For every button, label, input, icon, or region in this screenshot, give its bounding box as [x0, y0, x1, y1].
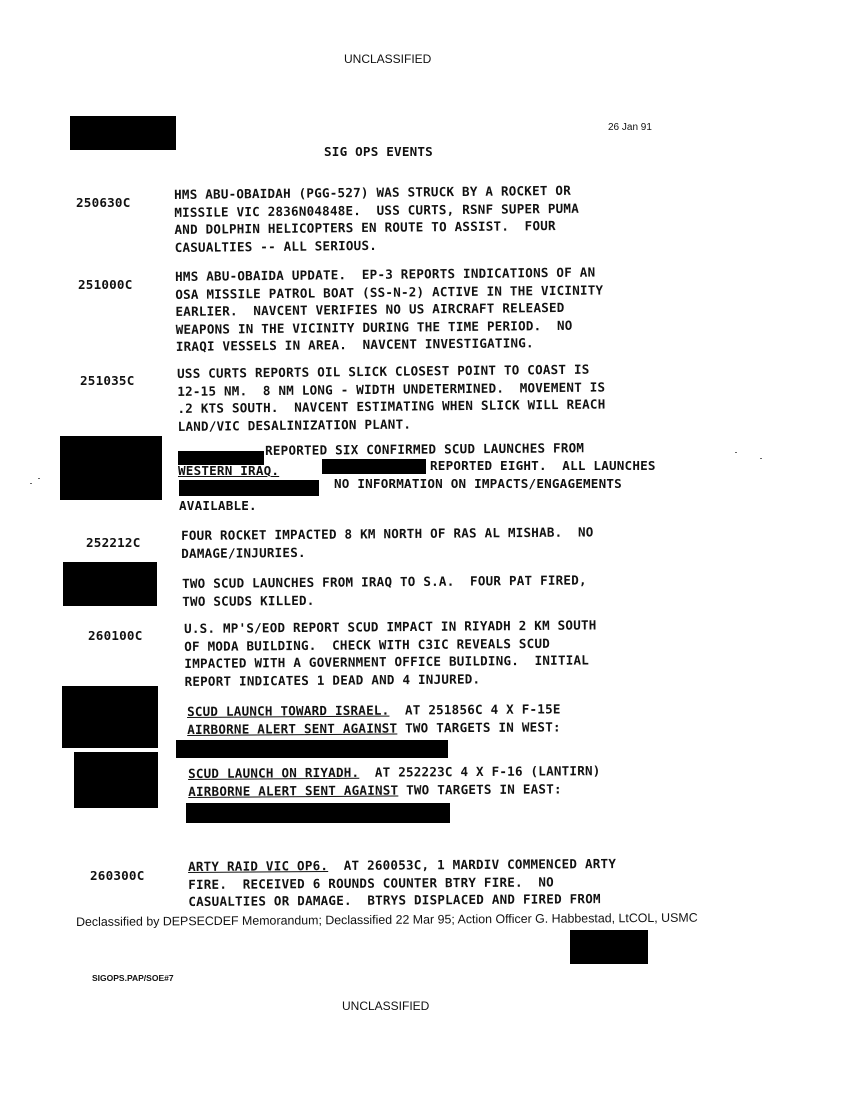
entry-alert-rest: TWO TARGETS IN EAST:: [398, 780, 562, 798]
entry-dtg: 251000C: [78, 277, 133, 292]
entry-text: [188, 855, 616, 911]
entry-alert: AIRBORNE ALERT SENT AGAINST: [188, 782, 399, 799]
scan-speck: [30, 483, 32, 484]
text-line: .2 KTS SOUTH. NAVCENT ESTIMATING WHEN SLICK WILL REACH: [177, 396, 606, 417]
document-title: SIG OPS EVENTS: [324, 144, 433, 159]
entry-dtg: 260300C: [90, 868, 145, 883]
redacted-text-line: REPORTED EIGHT. ALL LAUNCHES: [430, 458, 656, 473]
text-line: [187, 718, 561, 738]
entry-text: [187, 700, 561, 738]
scan-speck: [38, 478, 40, 479]
entry-heading: SCUD LAUNCH ON RIYADH.: [188, 764, 360, 781]
redacted-text-line: WESTERN IRAQ.: [178, 463, 280, 478]
redaction-box: [70, 116, 176, 150]
text-line: WEAPONS IN THE VICINITY DURING THE TIME PERIOD. NO: [175, 317, 573, 337]
text-line: [188, 780, 601, 800]
entry-dtg: 260100C: [88, 628, 143, 643]
entry-heading-rest: AT 260053C, 1 MARDIV COMMENCED ARTY: [328, 856, 617, 874]
text-line: CASUALTIES OR DAMAGE. BTRYS DISPLACED AND FIRED FROM: [188, 891, 601, 910]
text-line: DAMAGE/INJURIES.: [181, 544, 306, 561]
text-line: HMS ABU-OBAIDA UPDATE. EP-3 REPORTS INDICATIONS OF AN: [175, 264, 596, 284]
text-line: OSA MISSILE PATROL BOAT (SS-N-2) ACTIVE IN THE VICINITY: [175, 282, 604, 302]
text-line: [188, 762, 601, 782]
redaction-box: [63, 562, 157, 606]
declassification-note: Declassified by DEPSECDEF Memorandum; Declassified 22 Mar 95; Action Officer G. Habbestad, LtCOL, USMC: [76, 910, 698, 929]
bottom-classification: UNCLASSIFIED: [342, 999, 430, 1013]
text-line: TWO SCUD LAUNCHES FROM IRAQ TO S.A. FOUR PAT FIRED,: [182, 572, 587, 591]
entry-heading-rest: AT 251856C 4 X F-15E: [389, 701, 561, 718]
file-reference: SIGOPS.PAP/SOE#7: [92, 973, 174, 983]
entry-heading: ARTY RAID VIC OP6.: [188, 858, 329, 874]
redaction-box: [60, 436, 162, 500]
entry-heading-rest: AT 252223C 4 X F-16 (LANTIRN): [359, 763, 601, 780]
text-line: MISSILE VIC 2836N04848E. USS CURTS, RSNF SUPER PUMA: [174, 200, 580, 220]
redaction-box: [322, 459, 426, 474]
redaction-box: [186, 803, 450, 823]
redacted-text-line: REPORTED SIX CONFIRMED SCUD LAUNCHES FROM: [265, 440, 585, 458]
redaction-box: [176, 740, 448, 758]
entry-dtg: 250630C: [76, 195, 131, 210]
redaction-box: [570, 930, 648, 964]
entry-dtg: 252212C: [86, 535, 141, 550]
scan-speck: [735, 452, 737, 453]
entry-alert: AIRBORNE ALERT SENT AGAINST: [187, 720, 398, 737]
redacted-text-line: AVAILABLE.: [179, 498, 257, 513]
text-line: HMS ABU-OBAIDAH (PGG-527) WAS STRUCK BY A ROCKET OR: [174, 182, 572, 202]
text-line: CASUALTIES -- ALL SERIOUS.: [174, 237, 378, 255]
entry-text: [174, 182, 579, 257]
text-line: FIRE. RECEIVED 6 ROUNDS COUNTER BTRY FIRE. NO: [188, 874, 554, 892]
entry-text: [184, 616, 597, 690]
redaction-box: [74, 752, 158, 808]
text-line: USS CURTS REPORTS OIL SLICK CLOSEST POINT TO COAST IS: [177, 361, 590, 381]
scan-speck: [760, 458, 762, 459]
text-line: U.S. MP'S/EOD REPORT SCUD IMPACT IN RIYADH 2 KM SOUTH: [184, 617, 597, 636]
text-line: REPORT INDICATES 1 DEAD AND 4 INJURED.: [184, 671, 481, 689]
text-line: IMPACTED WITH A GOVERNMENT OFFICE BUILDING. INITIAL: [184, 652, 590, 672]
entry-text: [182, 571, 587, 610]
entry-dtg: 251035C: [80, 373, 135, 388]
text-line: EARLIER. NAVCENT VERIFIES NO US AIRCRAFT RELEASED: [175, 300, 565, 320]
entry-text: [181, 523, 594, 562]
redaction-box: [62, 686, 158, 748]
entry-text: [188, 762, 601, 800]
entry-text: [175, 264, 604, 356]
text-line: LAND/VIC DESALINIZATION PLANT.: [177, 416, 412, 434]
text-line: TWO SCUDS KILLED.: [182, 592, 315, 609]
redaction-box: [179, 480, 319, 496]
redacted-text-line: NO INFORMATION ON IMPACTS/ENGAGEMENTS: [334, 476, 622, 491]
entry-text: [177, 361, 606, 436]
entry-alert-rest: TWO TARGETS IN WEST:: [397, 718, 561, 736]
entry-heading: SCUD LAUNCH TOWARD ISRAEL.: [187, 702, 390, 719]
text-line: OF MODA BUILDING. CHECK WITH C3IC REVEALS SCUD: [184, 635, 551, 654]
top-classification: UNCLASSIFIED: [344, 52, 432, 66]
text-line: [187, 700, 561, 720]
text-line: FOUR ROCKET IMPACTED 8 KM NORTH OF RAS AL MISHAB. NO: [181, 524, 594, 543]
text-line: IRAQI VESSELS IN AREA. NAVCENT INVESTIGATING.: [175, 335, 534, 355]
text-line: AND DOLPHIN HELICOPTERS EN ROUTE TO ASSIST. FOUR: [174, 218, 556, 238]
text-line: 12-15 NM. 8 NM LONG - WIDTH UNDETERMINED. MOVEMENT IS: [177, 379, 606, 399]
document-date: 26 Jan 91: [608, 122, 652, 133]
